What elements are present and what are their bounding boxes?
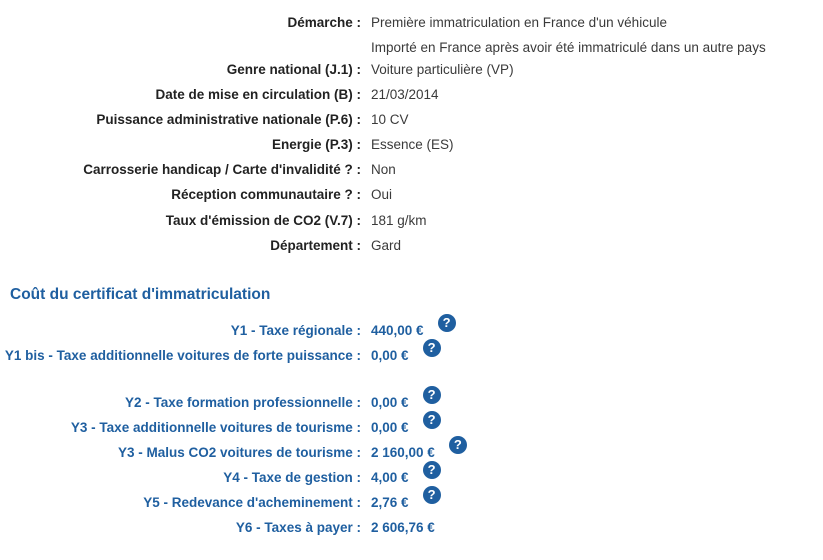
reception-label: Réception communautaire ? :: [171, 187, 361, 202]
cost-section-title: Coût du certificat d'immatriculation: [10, 286, 271, 303]
genre-label: Genre national (J.1) :: [226, 62, 361, 77]
genre-value: Voiture particulière (VP): [371, 62, 514, 77]
row-reception: [0, 184, 392, 206]
y3a-value: 0,00 €: [371, 420, 409, 435]
help-icon[interactable]: ?: [423, 411, 441, 429]
y6-value: 2 606,76 €: [371, 520, 435, 535]
row-co2: [0, 210, 427, 232]
handicap-label: Carrosserie handicap / Carte d'invalidité ? :: [83, 162, 361, 177]
row-y4: [0, 462, 441, 489]
energie-label: Energie (P.3) :: [271, 137, 361, 152]
y1-value: 440,00 €: [371, 323, 424, 338]
help-icon[interactable]: ?: [423, 339, 441, 357]
y2-value: 0,00 €: [371, 395, 409, 410]
y1bis-label-text: Y1 bis - Taxe additionnelle voitures de forte puissance :: [4, 348, 361, 363]
row-y2: [0, 387, 441, 414]
y5-label: Y5 - Redevance d'acheminement :: [143, 495, 361, 510]
handicap-value: Non: [371, 162, 396, 177]
date-label: Date de mise en circulation (B) :: [155, 87, 361, 102]
row-y3-taxe: [0, 412, 441, 439]
row-energie: [0, 134, 454, 156]
row-y1: [0, 315, 456, 342]
demarche-label: Démarche :: [287, 15, 361, 30]
y3b-value: 2 160,00 €: [371, 445, 435, 460]
row-departement: [0, 235, 401, 257]
demarche-value-line2: Importé en France après avoir été immatriculé dans un autre pays: [371, 40, 766, 55]
row-y5: [0, 487, 441, 514]
puissance-label: Puissance administrative nationale (P.6) :: [96, 112, 361, 127]
row-y3-malus: [0, 437, 467, 464]
y1bis-value-wrap: [361, 340, 441, 367]
y2-label: Y2 - Taxe formation professionnelle :: [124, 395, 361, 410]
y6-label: Y6 - Taxes à payer :: [235, 520, 361, 535]
help-icon[interactable]: ?: [423, 486, 441, 504]
departement-value: Gard: [371, 238, 402, 253]
y1bis-label: [0, 345, 361, 367]
departement-label: Département :: [270, 238, 361, 253]
y3a-label: Y3 - Taxe additionnelle voitures de tourisme :: [70, 420, 361, 435]
puissance-value: 10 CV: [371, 112, 409, 127]
y6-value-wrap: [361, 517, 435, 539]
y4-value: 4,00 €: [371, 470, 409, 485]
help-icon[interactable]: ?: [423, 386, 441, 404]
demarche-value: [361, 12, 766, 59]
row-y1bis: [0, 340, 441, 367]
co2-value: 181 g/km: [371, 213, 427, 228]
y3b-value-wrap: [361, 437, 467, 464]
y3b-label: Y3 - Malus CO2 voitures de tourisme :: [117, 445, 361, 460]
row-demarche: [0, 12, 766, 59]
reception-value: Oui: [371, 187, 393, 202]
date-value: 21/03/2014: [371, 87, 439, 102]
row-handicap: [0, 159, 396, 181]
y1bis-value: 0,00 €: [371, 348, 409, 363]
y5-value: 2,76 €: [371, 495, 409, 510]
row-date: [0, 84, 439, 106]
y3a-value-wrap: [361, 412, 441, 439]
demarche-value-line1: Première immatriculation en France d'un véhicule: [371, 15, 667, 30]
row-y6: [0, 517, 435, 539]
co2-label: Taux d'émission de CO2 (V.7) :: [165, 213, 361, 228]
y5-value-wrap: [361, 487, 441, 514]
energie-value: Essence (ES): [371, 137, 454, 152]
row-puissance: [0, 109, 409, 131]
row-genre: [0, 59, 514, 81]
y1-value-wrap: [361, 315, 456, 342]
help-icon[interactable]: ?: [438, 314, 456, 332]
y4-label: Y4 - Taxe de gestion :: [223, 470, 361, 485]
help-icon[interactable]: ?: [449, 436, 467, 454]
y1-label: Y1 - Taxe régionale :: [230, 323, 361, 338]
help-icon[interactable]: ?: [423, 461, 441, 479]
